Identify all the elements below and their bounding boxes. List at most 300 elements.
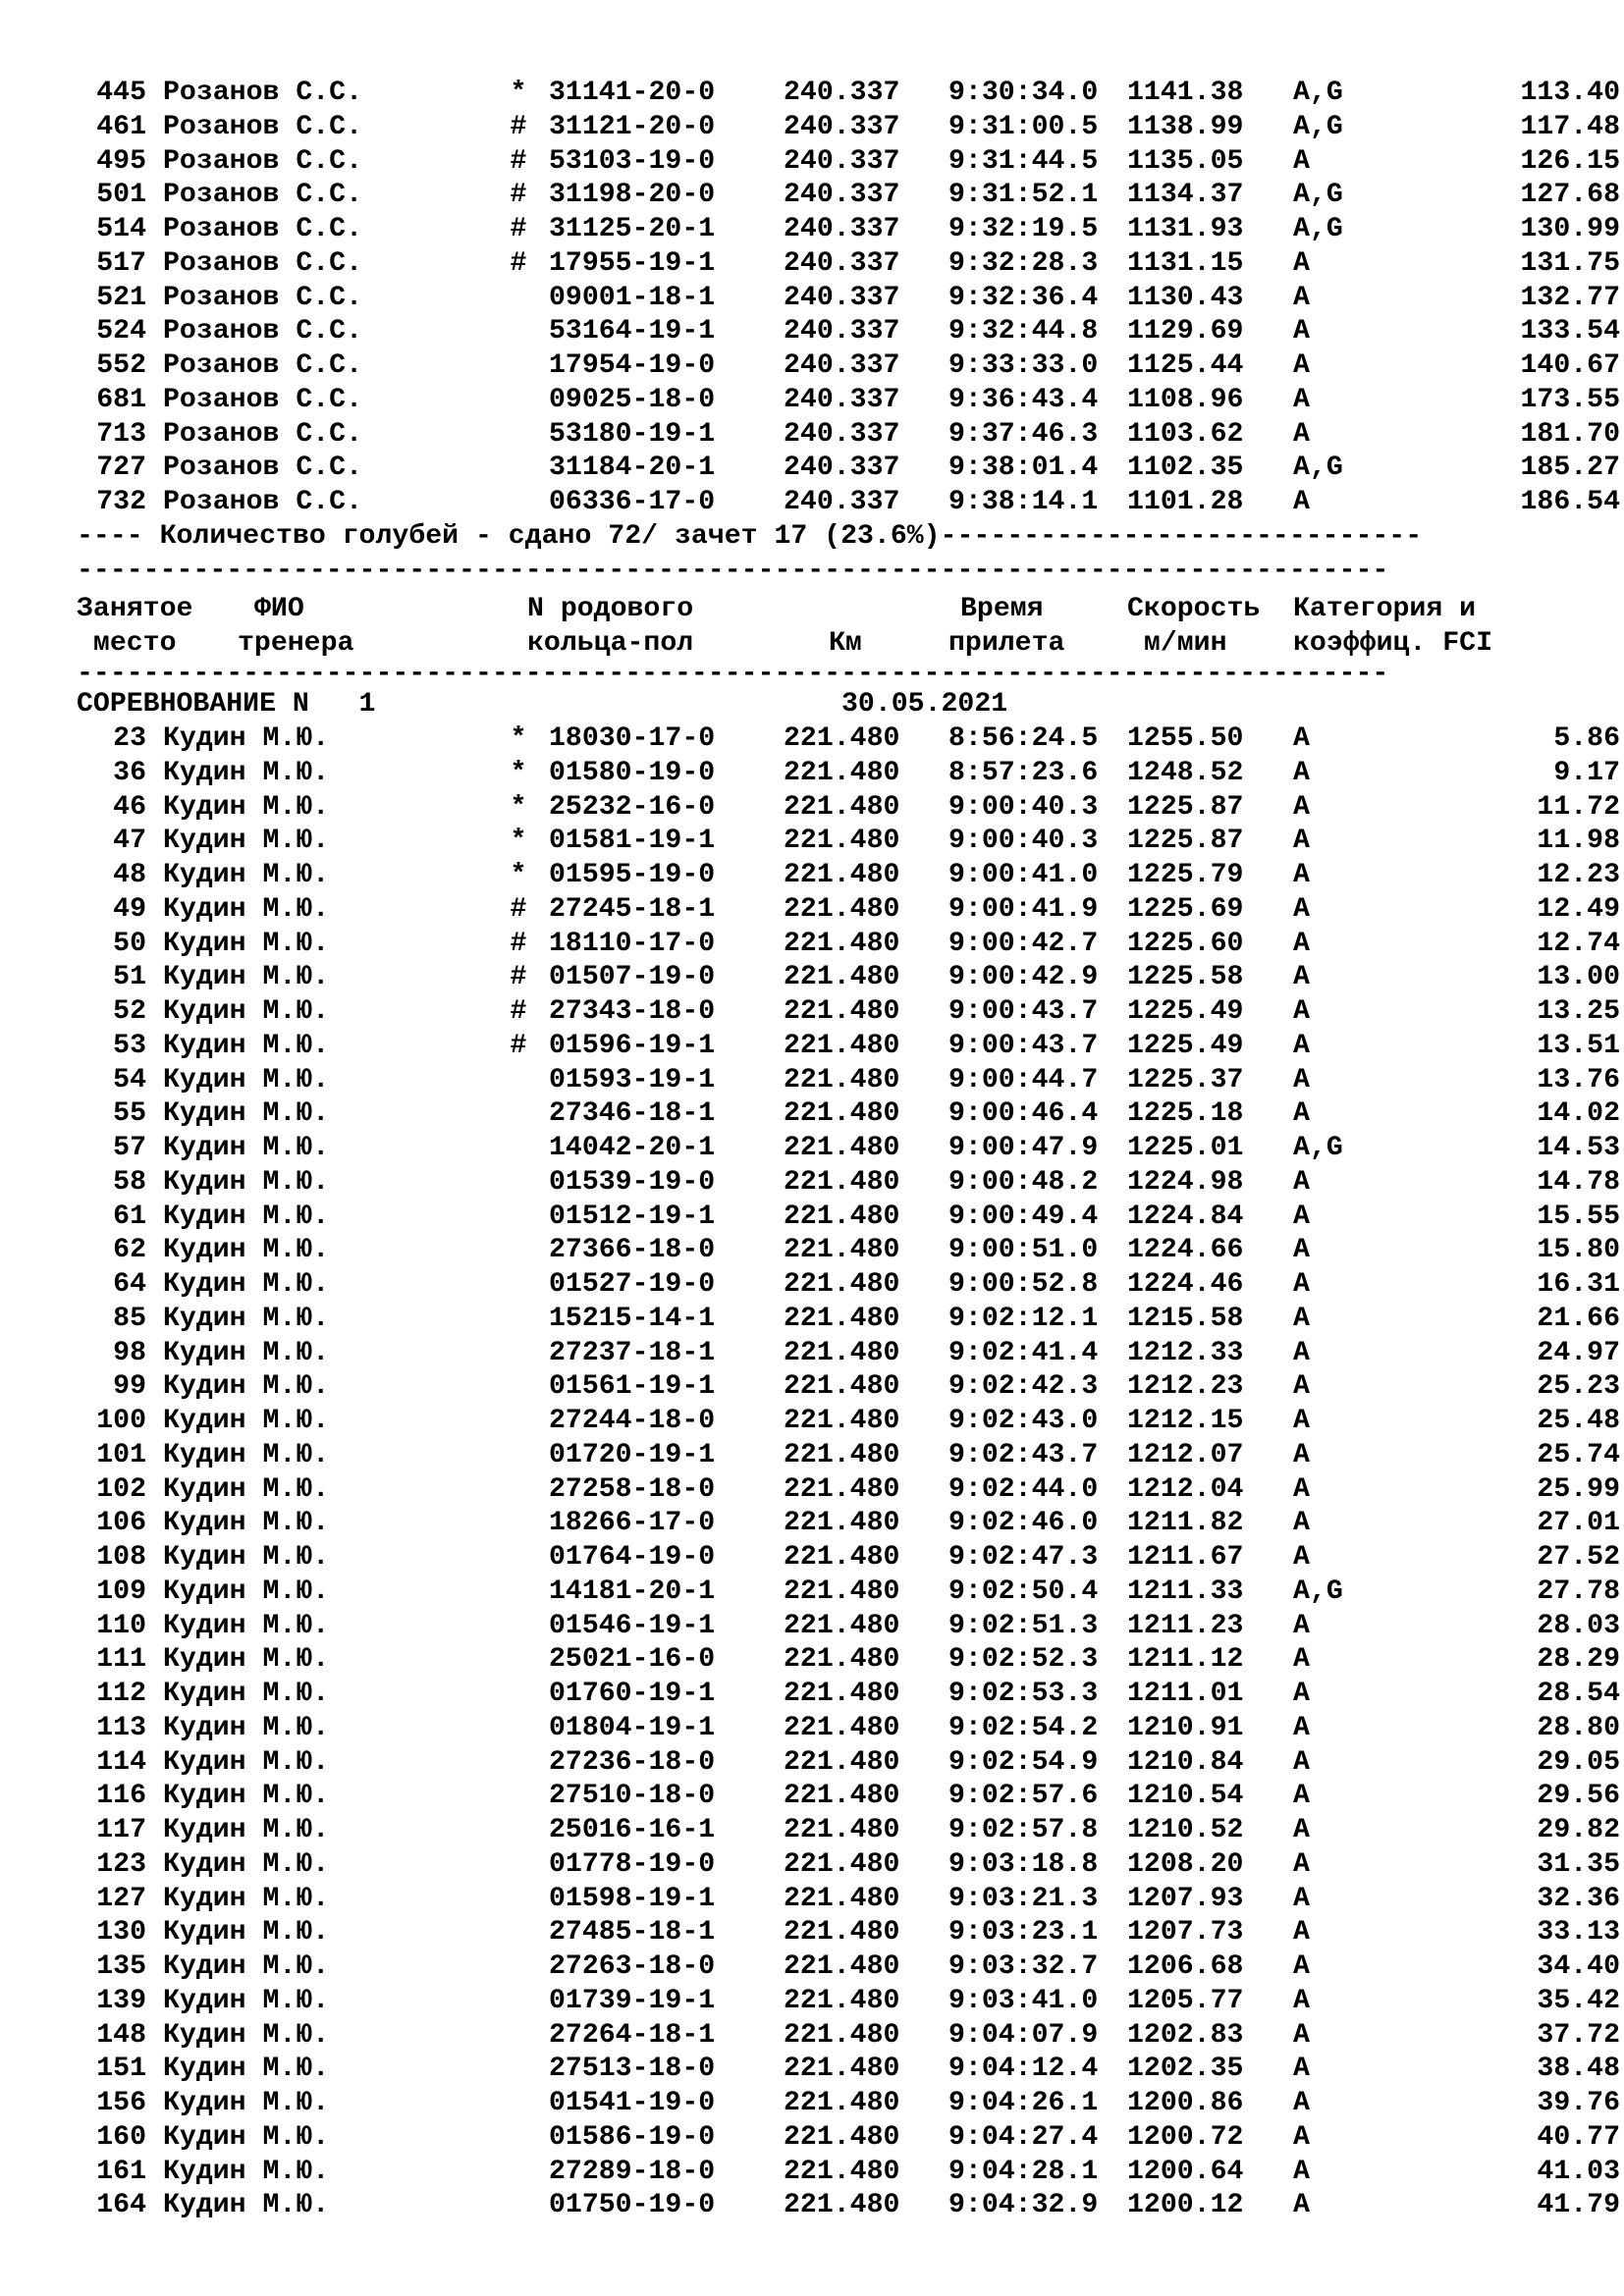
- km-cell: 240.337: [784, 316, 900, 347]
- mark-cell: #: [510, 996, 527, 1028]
- km-cell: 221.480: [784, 1508, 900, 1539]
- speed-cell: 1134.37: [1127, 180, 1244, 211]
- name-cell: Кудин М.Ю.: [163, 860, 330, 891]
- place-cell: 160: [96, 2121, 146, 2153]
- category-cell: A: [1293, 860, 1310, 891]
- ring-cell: 18110-17-0: [549, 928, 716, 959]
- km-cell: 240.337: [784, 282, 900, 313]
- ring-cell: 31121-20-0: [549, 111, 716, 142]
- coef-cell: 39.76: [1537, 2088, 1620, 2119]
- ring-cell: 27237-18-1: [549, 1337, 716, 1368]
- place-cell: 445: [96, 78, 146, 108]
- speed-cell: 1131.15: [1127, 247, 1244, 279]
- km-cell: 221.480: [784, 2156, 900, 2187]
- category-cell: A: [1293, 1542, 1310, 1574]
- time-cell: 9:02:42.3: [948, 1371, 1099, 1403]
- place-cell: 109: [96, 1575, 146, 1607]
- speed-cell: 1200.72: [1127, 2121, 1244, 2153]
- coef-cell: 15.55: [1537, 1201, 1620, 1232]
- category-cell: A: [1293, 1337, 1310, 1368]
- speed-cell: 1225.87: [1127, 791, 1244, 823]
- km-cell: 221.480: [784, 1269, 900, 1301]
- coef-cell: 12.23: [1537, 860, 1620, 891]
- place-cell: 51: [113, 962, 146, 993]
- ring-cell: 09025-18-0: [549, 384, 716, 415]
- ring-cell: 31198-20-0: [549, 180, 716, 211]
- category-cell: A: [1293, 1303, 1310, 1334]
- competition-row: [77, 688, 1008, 722]
- place-cell: 161: [96, 2156, 146, 2187]
- coef-cell: 28.80: [1537, 1712, 1620, 1743]
- category-cell: A,G: [1293, 78, 1343, 108]
- coef-cell: 14.78: [1537, 1166, 1620, 1198]
- coef-cell: 186.54: [1520, 487, 1620, 517]
- km-cell: 240.337: [784, 78, 900, 108]
- coef-cell: 40.77: [1537, 2121, 1620, 2153]
- category-cell: A: [1293, 1848, 1310, 1880]
- name-cell: Кудин М.Ю.: [163, 1815, 330, 1846]
- coef-cell: 140.67: [1520, 350, 1620, 381]
- name-cell: Кудин М.Ю.: [163, 1201, 330, 1232]
- place-cell: 47: [113, 826, 146, 857]
- coef-cell: 13.76: [1537, 1064, 1620, 1095]
- ring-cell: 01595-19-0: [549, 860, 716, 891]
- mark-cell: *: [510, 860, 527, 891]
- category-cell: A: [1293, 1610, 1310, 1641]
- speed-cell: 1212.23: [1127, 1371, 1244, 1403]
- time-cell: 9:04:12.4: [948, 2054, 1099, 2085]
- competition-label: СОРЕВНОВАНИЕ N 1: [77, 689, 376, 721]
- header-km: Км: [829, 627, 862, 659]
- ring-cell: 27485-18-1: [549, 1917, 716, 1949]
- place-cell: 108: [96, 1542, 146, 1574]
- time-cell: 9:00:51.0: [948, 1235, 1099, 1266]
- speed-cell: 1224.98: [1127, 1166, 1244, 1198]
- speed-cell: 1225.49: [1127, 996, 1244, 1028]
- time-cell: 9:00:43.7: [948, 1030, 1099, 1061]
- category-cell: A: [1293, 2088, 1310, 2119]
- time-cell: 9:02:54.2: [948, 1712, 1099, 1743]
- ring-cell: 17955-19-1: [549, 247, 716, 279]
- category-cell: A: [1293, 1644, 1310, 1676]
- time-cell: 9:03:32.7: [948, 1951, 1099, 1983]
- place-cell: 681: [96, 384, 146, 415]
- ring-cell: 18030-17-0: [549, 723, 716, 755]
- speed-cell: 1225.58: [1127, 962, 1244, 993]
- time-cell: 9:00:49.4: [948, 1201, 1099, 1232]
- km-cell: 221.480: [784, 1166, 900, 1198]
- speed-cell: 1102.35: [1127, 453, 1244, 484]
- time-cell: 9:02:47.3: [948, 1542, 1099, 1574]
- name-cell: Кудин М.Ю.: [163, 893, 330, 925]
- coef-cell: 25.74: [1537, 1439, 1620, 1470]
- km-cell: 221.480: [784, 723, 900, 755]
- name-cell: Кудин М.Ю.: [163, 1030, 330, 1061]
- speed-cell: 1200.64: [1127, 2156, 1244, 2187]
- header-time-2: прилета: [948, 627, 1065, 659]
- time-cell: 9:00:42.7: [948, 928, 1099, 959]
- name-cell: Кудин М.Ю.: [163, 1064, 330, 1095]
- speed-cell: 1206.68: [1127, 1951, 1244, 1983]
- category-cell: A: [1293, 1406, 1310, 1437]
- category-cell: A: [1293, 1815, 1310, 1846]
- time-cell: 9:03:18.8: [948, 1848, 1099, 1880]
- time-cell: 9:37:46.3: [948, 418, 1099, 450]
- name-cell: Кудин М.Ю.: [163, 1098, 330, 1130]
- time-cell: 9:02:12.1: [948, 1303, 1099, 1334]
- mark-cell: *: [510, 826, 527, 857]
- ring-cell: 27245-18-1: [549, 893, 716, 925]
- coef-cell: 33.13: [1537, 1917, 1620, 1949]
- header-time: Время: [960, 594, 1044, 625]
- time-cell: 9:00:40.3: [948, 791, 1099, 823]
- speed-cell: 1212.07: [1127, 1439, 1244, 1470]
- speed-cell: 1138.99: [1127, 111, 1244, 142]
- category-cell: A: [1293, 145, 1310, 177]
- name-cell: Кудин М.Ю.: [163, 1781, 330, 1812]
- km-cell: 221.480: [784, 1848, 900, 1880]
- speed-cell: 1210.91: [1127, 1712, 1244, 1743]
- category-cell: A: [1293, 1951, 1310, 1983]
- speed-cell: 1211.01: [1127, 1679, 1244, 1710]
- ring-cell: 15215-14-1: [549, 1303, 716, 1334]
- km-cell: 240.337: [784, 487, 900, 517]
- speed-cell: 1212.04: [1127, 1473, 1244, 1505]
- place-cell: 23: [113, 723, 146, 755]
- km-cell: 221.480: [784, 1473, 900, 1505]
- time-cell: 9:04:27.4: [948, 2121, 1099, 2153]
- km-cell: 221.480: [784, 1064, 900, 1095]
- speed-cell: 1212.33: [1127, 1337, 1244, 1368]
- name-cell: Кудин М.Ю.: [163, 962, 330, 993]
- km-cell: 221.480: [784, 2190, 900, 2221]
- ring-cell: 53103-19-0: [549, 145, 716, 177]
- name-cell: Розанов С.С.: [163, 111, 362, 142]
- name-cell: Розанов С.С.: [163, 316, 362, 347]
- coef-cell: 11.72: [1537, 791, 1620, 823]
- ring-cell: 27258-18-0: [549, 1473, 716, 1505]
- coef-cell: 29.05: [1537, 1746, 1620, 1778]
- mark-cell: *: [510, 78, 527, 108]
- place-cell: 101: [96, 1439, 146, 1470]
- coef-cell: 113.40: [1520, 78, 1620, 108]
- ring-cell: 17954-19-0: [549, 350, 716, 381]
- speed-cell: 1225.49: [1127, 1030, 1244, 1061]
- km-cell: 221.480: [784, 928, 900, 959]
- km-cell: 221.480: [784, 1746, 900, 1778]
- km-cell: 221.480: [784, 1337, 900, 1368]
- km-cell: 221.480: [784, 1985, 900, 2016]
- place-cell: 36: [113, 757, 146, 788]
- km-cell: 221.480: [784, 2088, 900, 2119]
- ring-cell: 01546-19-1: [549, 1610, 716, 1641]
- coef-cell: 127.68: [1520, 180, 1620, 211]
- mark-cell: #: [510, 893, 527, 925]
- km-cell: 221.480: [784, 893, 900, 925]
- km-cell: 221.480: [784, 757, 900, 788]
- name-cell: Кудин М.Ю.: [163, 757, 330, 788]
- time-cell: 9:00:42.9: [948, 962, 1099, 993]
- category-cell: A: [1293, 1917, 1310, 1949]
- place-cell: 156: [96, 2088, 146, 2119]
- name-cell: Кудин М.Ю.: [163, 1985, 330, 2016]
- header-category-2: коэффиц. FCI: [1293, 627, 1492, 659]
- mark-cell: #: [510, 928, 527, 959]
- speed-cell: 1202.35: [1127, 2054, 1244, 2085]
- ring-cell: 01586-19-0: [549, 2121, 716, 2153]
- time-cell: 9:00:41.9: [948, 893, 1099, 925]
- time-cell: 9:02:57.6: [948, 1781, 1099, 1812]
- name-cell: Кудин М.Ю.: [163, 2156, 330, 2187]
- name-cell: Кудин М.Ю.: [163, 1644, 330, 1676]
- category-cell: A: [1293, 1985, 1310, 2016]
- ring-cell: 27244-18-0: [549, 1406, 716, 1437]
- speed-cell: 1212.15: [1127, 1406, 1244, 1437]
- place-cell: 116: [96, 1781, 146, 1812]
- speed-cell: 1207.73: [1127, 1917, 1244, 1949]
- speed-cell: 1210.84: [1127, 1746, 1244, 1778]
- km-cell: 240.337: [784, 145, 900, 177]
- name-cell: Кудин М.Ю.: [163, 2054, 330, 2085]
- km-cell: 221.480: [784, 1030, 900, 1061]
- km-cell: 221.480: [784, 1917, 900, 1949]
- category-cell: A: [1293, 2121, 1310, 2153]
- time-cell: 9:32:28.3: [948, 247, 1099, 279]
- category-cell: A: [1293, 1473, 1310, 1505]
- time-cell: 9:02:54.9: [948, 1746, 1099, 1778]
- category-cell: A: [1293, 1030, 1310, 1061]
- km-cell: 221.480: [784, 2054, 900, 2085]
- km-cell: 221.480: [784, 962, 900, 993]
- time-cell: 9:00:52.8: [948, 1269, 1099, 1301]
- coef-cell: 35.42: [1537, 1985, 1620, 2016]
- name-cell: Кудин М.Ю.: [163, 1303, 330, 1334]
- category-cell: A,G: [1293, 214, 1343, 244]
- header-speed-2: м/мин: [1127, 627, 1227, 659]
- time-cell: 8:57:23.6: [948, 757, 1099, 788]
- speed-cell: 1129.69: [1127, 316, 1244, 347]
- ring-cell: 31125-20-1: [549, 214, 716, 244]
- km-cell: 221.480: [784, 1542, 900, 1574]
- category-cell: A: [1293, 1269, 1310, 1301]
- speed-cell: 1211.12: [1127, 1644, 1244, 1676]
- time-cell: 9:04:07.9: [948, 2019, 1099, 2051]
- place-cell: 151: [96, 2054, 146, 2085]
- coef-cell: 16.31: [1537, 1269, 1620, 1301]
- speed-cell: 1108.96: [1127, 384, 1244, 415]
- ring-cell: 01739-19-1: [549, 1985, 716, 2016]
- coef-cell: 28.03: [1537, 1610, 1620, 1641]
- name-cell: Кудин М.Ю.: [163, 928, 330, 959]
- mark-cell: *: [510, 757, 527, 788]
- time-cell: 9:04:26.1: [948, 2088, 1099, 2119]
- category-cell: A: [1293, 2190, 1310, 2221]
- ring-cell: 27236-18-0: [549, 1746, 716, 1778]
- category-cell: A: [1293, 791, 1310, 823]
- speed-cell: 1202.83: [1127, 2019, 1244, 2051]
- ring-cell: 14181-20-1: [549, 1575, 716, 1607]
- header-name-2: тренера: [238, 627, 354, 659]
- place-cell: 50: [113, 928, 146, 959]
- mark-cell: *: [510, 791, 527, 823]
- place-cell: 98: [113, 1337, 146, 1368]
- name-cell: Розанов С.С.: [163, 78, 362, 108]
- name-cell: Кудин М.Ю.: [163, 1746, 330, 1778]
- coef-cell: 25.99: [1537, 1473, 1620, 1505]
- name-cell: Розанов С.С.: [163, 145, 362, 177]
- place-cell: 461: [96, 111, 146, 142]
- time-cell: 8:56:24.5: [948, 723, 1099, 755]
- time-cell: 9:33:33.0: [948, 350, 1099, 381]
- ring-cell: 01750-19-0: [549, 2190, 716, 2221]
- place-cell: 732: [96, 487, 146, 517]
- coef-cell: 27.78: [1537, 1575, 1620, 1607]
- name-cell: Розанов С.С.: [163, 350, 362, 381]
- place-cell: 148: [96, 2019, 146, 2051]
- mark-cell: *: [510, 723, 527, 755]
- ring-cell: 01804-19-1: [549, 1712, 716, 1743]
- name-cell: Кудин М.Ю.: [163, 1848, 330, 1880]
- place-cell: 53: [113, 1030, 146, 1061]
- header-place: Занятое: [77, 594, 193, 625]
- speed-cell: 1225.37: [1127, 1064, 1244, 1095]
- coef-cell: 25.23: [1537, 1371, 1620, 1403]
- ring-cell: 01539-19-0: [549, 1166, 716, 1198]
- coef-cell: 132.77: [1520, 282, 1620, 313]
- mark-cell: #: [510, 247, 527, 279]
- column-header-row-2: [77, 627, 1492, 662]
- category-cell: A: [1293, 247, 1310, 279]
- speed-cell: 1135.05: [1127, 145, 1244, 177]
- category-cell: A: [1293, 1746, 1310, 1778]
- coef-cell: 126.15: [1520, 145, 1620, 177]
- ring-cell: 53180-19-1: [549, 418, 716, 450]
- time-cell: 9:02:50.4: [948, 1575, 1099, 1607]
- time-cell: 9:00:41.0: [948, 860, 1099, 891]
- time-cell: 9:31:00.5: [948, 111, 1099, 142]
- speed-cell: 1225.79: [1127, 860, 1244, 891]
- name-cell: Кудин М.Ю.: [163, 1166, 330, 1198]
- coef-cell: 11.98: [1537, 826, 1620, 857]
- speed-cell: 1210.52: [1127, 1815, 1244, 1846]
- place-cell: 495: [96, 145, 146, 177]
- category-cell: A: [1293, 1371, 1310, 1403]
- coef-cell: 34.40: [1537, 1951, 1620, 1983]
- place-cell: 130: [96, 1917, 146, 1949]
- speed-cell: 1208.20: [1127, 1848, 1244, 1880]
- ring-cell: 01581-19-1: [549, 826, 716, 857]
- speed-cell: 1200.12: [1127, 2190, 1244, 2221]
- speed-cell: 1141.38: [1127, 78, 1244, 108]
- name-cell: Кудин М.Ю.: [163, 2088, 330, 2119]
- place-cell: 46: [113, 791, 146, 823]
- name-cell: Кудин М.Ю.: [163, 1439, 330, 1470]
- coef-cell: 5.86: [1553, 723, 1620, 755]
- name-cell: Кудин М.Ю.: [163, 1917, 330, 1949]
- ring-cell: 01760-19-1: [549, 1679, 716, 1710]
- category-cell: A: [1293, 316, 1310, 347]
- km-cell: 221.480: [784, 1371, 900, 1403]
- ring-cell: 27366-18-0: [549, 1235, 716, 1266]
- km-cell: 221.480: [784, 1644, 900, 1676]
- ring-cell: 01541-19-0: [549, 2088, 716, 2119]
- place-cell: 110: [96, 1610, 146, 1641]
- ring-cell: 01598-19-1: [549, 1883, 716, 1914]
- km-cell: 221.480: [784, 1201, 900, 1232]
- time-cell: 9:02:46.0: [948, 1508, 1099, 1539]
- km-cell: 221.480: [784, 1575, 900, 1607]
- category-cell: A: [1293, 384, 1310, 415]
- category-cell: A,G: [1293, 111, 1343, 142]
- category-cell: A: [1293, 723, 1310, 755]
- place-cell: 58: [113, 1166, 146, 1198]
- time-cell: 9:03:23.1: [948, 1917, 1099, 1949]
- speed-cell: 1224.66: [1127, 1235, 1244, 1266]
- speed-cell: 1225.60: [1127, 928, 1244, 959]
- coef-cell: 117.48: [1520, 111, 1620, 142]
- ring-cell: 09001-18-1: [549, 282, 716, 313]
- coef-cell: 13.25: [1537, 996, 1620, 1028]
- category-cell: A: [1293, 1883, 1310, 1914]
- header-speed: Скорость: [1127, 594, 1261, 625]
- km-cell: 240.337: [784, 247, 900, 279]
- name-cell: Кудин М.Ю.: [163, 791, 330, 823]
- name-cell: Кудин М.Ю.: [163, 1133, 330, 1164]
- name-cell: Розанов С.С.: [163, 453, 362, 484]
- ring-cell: 01561-19-1: [549, 1371, 716, 1403]
- time-cell: 9:31:44.5: [948, 145, 1099, 177]
- separator-line: -------------------------------------------------------------------------------: [77, 555, 1389, 586]
- ring-cell: 31184-20-1: [549, 453, 716, 484]
- place-cell: 55: [113, 1098, 146, 1130]
- ring-cell: 01764-19-0: [549, 1542, 716, 1574]
- coef-cell: 12.49: [1537, 893, 1620, 925]
- place-cell: 112: [96, 1679, 146, 1710]
- coef-cell: 24.97: [1537, 1337, 1620, 1368]
- mark-cell: #: [510, 180, 527, 211]
- speed-cell: 1211.23: [1127, 1610, 1244, 1641]
- category-cell: A,G: [1293, 180, 1343, 211]
- speed-cell: 1101.28: [1127, 487, 1244, 517]
- coef-cell: 21.66: [1537, 1303, 1620, 1334]
- name-cell: Розанов С.С.: [163, 247, 362, 279]
- name-cell: Кудин М.Ю.: [163, 1269, 330, 1301]
- category-cell: A: [1293, 1201, 1310, 1232]
- category-cell: A: [1293, 2156, 1310, 2187]
- name-cell: Розанов С.С.: [163, 487, 362, 517]
- place-cell: 85: [113, 1303, 146, 1334]
- name-cell: Кудин М.Ю.: [163, 1371, 330, 1403]
- ring-cell: 27513-18-0: [549, 2054, 716, 2085]
- km-cell: 240.337: [784, 384, 900, 415]
- time-cell: 9:03:21.3: [948, 1883, 1099, 1914]
- coef-cell: 32.36: [1537, 1883, 1620, 1914]
- mark-cell: #: [510, 145, 527, 177]
- coef-cell: 14.02: [1537, 1098, 1620, 1130]
- speed-cell: 1103.62: [1127, 418, 1244, 450]
- speed-cell: 1211.33: [1127, 1575, 1244, 1607]
- name-cell: Кудин М.Ю.: [163, 1679, 330, 1710]
- place-cell: 139: [96, 1985, 146, 2016]
- time-cell: 9:36:43.4: [948, 384, 1099, 415]
- ring-cell: 27263-18-0: [549, 1951, 716, 1983]
- header-name: ФИО: [254, 594, 304, 625]
- place-cell: 62: [113, 1235, 146, 1266]
- coef-cell: 25.48: [1537, 1406, 1620, 1437]
- category-cell: A: [1293, 1439, 1310, 1470]
- ring-cell: 01720-19-1: [549, 1439, 716, 1470]
- category-cell: A,G: [1293, 1133, 1343, 1164]
